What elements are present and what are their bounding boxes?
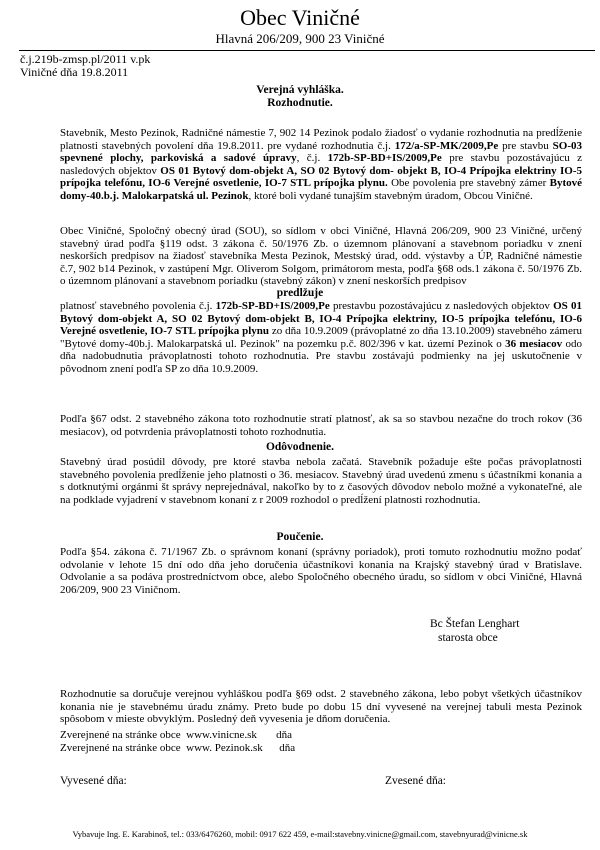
instruction-title: Poučenie. bbox=[276, 531, 324, 543]
delivery-paragraph: Rozhodnutie sa doručuje verejnou vyhláškou podľa §69 odst. 2 stavebného zákona, lebo pobyt všetkých účastníkov konania nie je stavebnému úradu známy. Preto bude po dobu 15 dní vyvesené na verejnej tabuli mesta Pezinok spôsobom v mieste obvyklým. Posledný deň vyvesenia je dňom doručenia. bbox=[60, 688, 582, 726]
validity-paragraph: Podľa §67 odst. 2 stavebného zákona toto rozhodnutie stratí platnosť, ak sa so stavbou nezačne do troch rokov (36 mesiacov), od potvrdenia právoplatnosti tohoto rozhodnutia. bbox=[60, 413, 582, 438]
authority-paragraph: Obec Viničné, Spoločný obecný úrad (SOU), so sídlom v obci Viničné, Hlavná 206/209, 900 23 Viničné, určený stavebný úrad podľa §119 odst. 3 zákona č. 50/1976 Zb. o územnom plánovaní a stavebnom poriadku v znení neskorších predpisov na žiadosť stavebníka Mesta Pezinok, Mestský úrad, odd. výstavby a ÚP, Radničné námestie č.7, 902 b14 Pezinok, v zastúpení Mgr. Oliverom Solgom, primátorom mesta, podľa §68 ods.1 zákona č. 50/1976 Zb. o územnom plánovaní a stavebnom poriadku (stavebný zákon) v znení neskorších predpisov bbox=[60, 225, 582, 288]
signatory-name: Bc Štefan Lenghart bbox=[430, 618, 520, 630]
reference-number: č.j.219b-zmsp.pl/2011 v.pk bbox=[20, 52, 151, 66]
published-site-link[interactable]: www. Pezinok.sk bbox=[186, 741, 263, 754]
verdict-predlzuje: predlžuje bbox=[276, 287, 324, 299]
published-line: Zverejnené na stránke obce www. Pezinok.sk dňa bbox=[60, 741, 296, 754]
footer-contact: Vybavuje Ing. E. Karabinoš, tel.: 033/6476260, mobil: 0917 622 459, e-mail:stavebny.vinicne@gmail.com, stavebnyurad@vinicne.sk bbox=[72, 829, 528, 839]
instruction-text: Podľa §54. zákona č. 71/1967 Zb. o správnom konaní (správny poriadok), proti tomuto rozhodnutiu možno podať odvolanie v lehote 15 dní odo dňa jeho doručenia účastníkovi konania na Krajský stavebný úrad v Bratislave. Odvolanie a sa podáva prostredníctvom obce, alebo Spoločného obecného úradu, so sídlom v obci Viničné, Hlavná 206/209, 900 23 Viničnom. bbox=[60, 546, 582, 596]
header-divider bbox=[19, 50, 595, 51]
notice-heading: Verejná vyhláška. bbox=[256, 84, 344, 96]
request-paragraph: Stavebník, Mesto Pezinok, Radničné námestie 7, 902 14 Pezinok podalo žiadosť o vydanie rozhodnutia na predĺženie platnosti stavebných povolení dňa 19.8.2011. pre vydané rozhodnutia č.j. 172/a-SP-MK/2009,Pe pre stavbu SO-03 spevnené plochy, parkoviská a sadové úpravy, č.j. 172b-SP-BD+IS/2009,Pe pre stavbu pozostávajúcu z nasledových objektov OS 01 Bytový dom-objekt A, SO 02 Bytový dom- objekt B, IO-4 Prípojka elektriny IO-5 prípojka telefónu, IO-6 Verejné osvetlenie, IO-7 STL prípojka plynu. Obe povolenia pre stavebný zámer Bytové domy-40.b.j. Malokarpatská ul. Pezinok, ktoré boli vydané tunajším stavebným úradom, Obcou Viničné. bbox=[60, 127, 583, 202]
posted-date-label: Vyvesené dňa: bbox=[60, 775, 127, 787]
justification-title: Odôvodnenie. bbox=[265, 441, 335, 453]
document-date: Viničné dňa 19.8.2011 bbox=[20, 65, 129, 79]
signatory-role: starosta obce bbox=[438, 632, 498, 644]
published-line: Zverejnené na stránke obce www.vinicne.sk dňa bbox=[60, 729, 293, 741]
extension-paragraph: platnosť stavebného povolenia č.j. 172b-SP-BD+IS/2009,Pe prestavbu pozostávajúcu z nasledových objektov OS 01 Bytový dom-objekt A, SO 02 Bytový dom-objekt B, IO-4 Prípojka elektriny, IO-5 prípojka telefónu, IO-6 Verejné osvetlenie, IO-7 STL prípojka plynu zo dňa 10.9.2009 (právoplatné zo dňa 13.10.2009) stavebného zámeru "Bytové domy-40b.j. Malokarpatská ul. Pezinok" na pozemku p.č. 802/396 v kat. území Pezinok o 36 mesiacov odo dňa nadobudnutia právoplatnosti tohoto rozhodnutia. Pre stavbu zostávajú podmienky na jej uskutočnenie v pôvodnom znení podľa SP zo dňa 10.9.2009. bbox=[60, 300, 582, 375]
municipality-address: Hlavná 206/209, 900 23 Viničné bbox=[215, 31, 385, 46]
municipality-title: Obec Viničné bbox=[240, 5, 360, 30]
published-site-link[interactable]: www.vinicne.sk bbox=[186, 729, 257, 741]
justification-text: Stavebný úrad posúdil dôvody, pre ktoré stavba nebola začatá. Stavebník požaduje ešte počas právoplatnosti stavebného povolenia predĺženie jeho platnosti o 36. mesiacov. Stavebný úrad uvedenú zmenu s účastníkmi konania a s dotknutými orgánmi št správy neprejednával, nakoľko by to z časových dôvodov nebolo možné a vykonateľné, ale na podklade vyjadrení v stavebnom konaní z r 2009 rozhodol o predĺžení platnosti rozhodnutia. bbox=[60, 456, 582, 506]
removed-date-label: Zvesené dňa: bbox=[385, 775, 446, 787]
decision-heading: Rozhodnutie. bbox=[267, 97, 333, 109]
